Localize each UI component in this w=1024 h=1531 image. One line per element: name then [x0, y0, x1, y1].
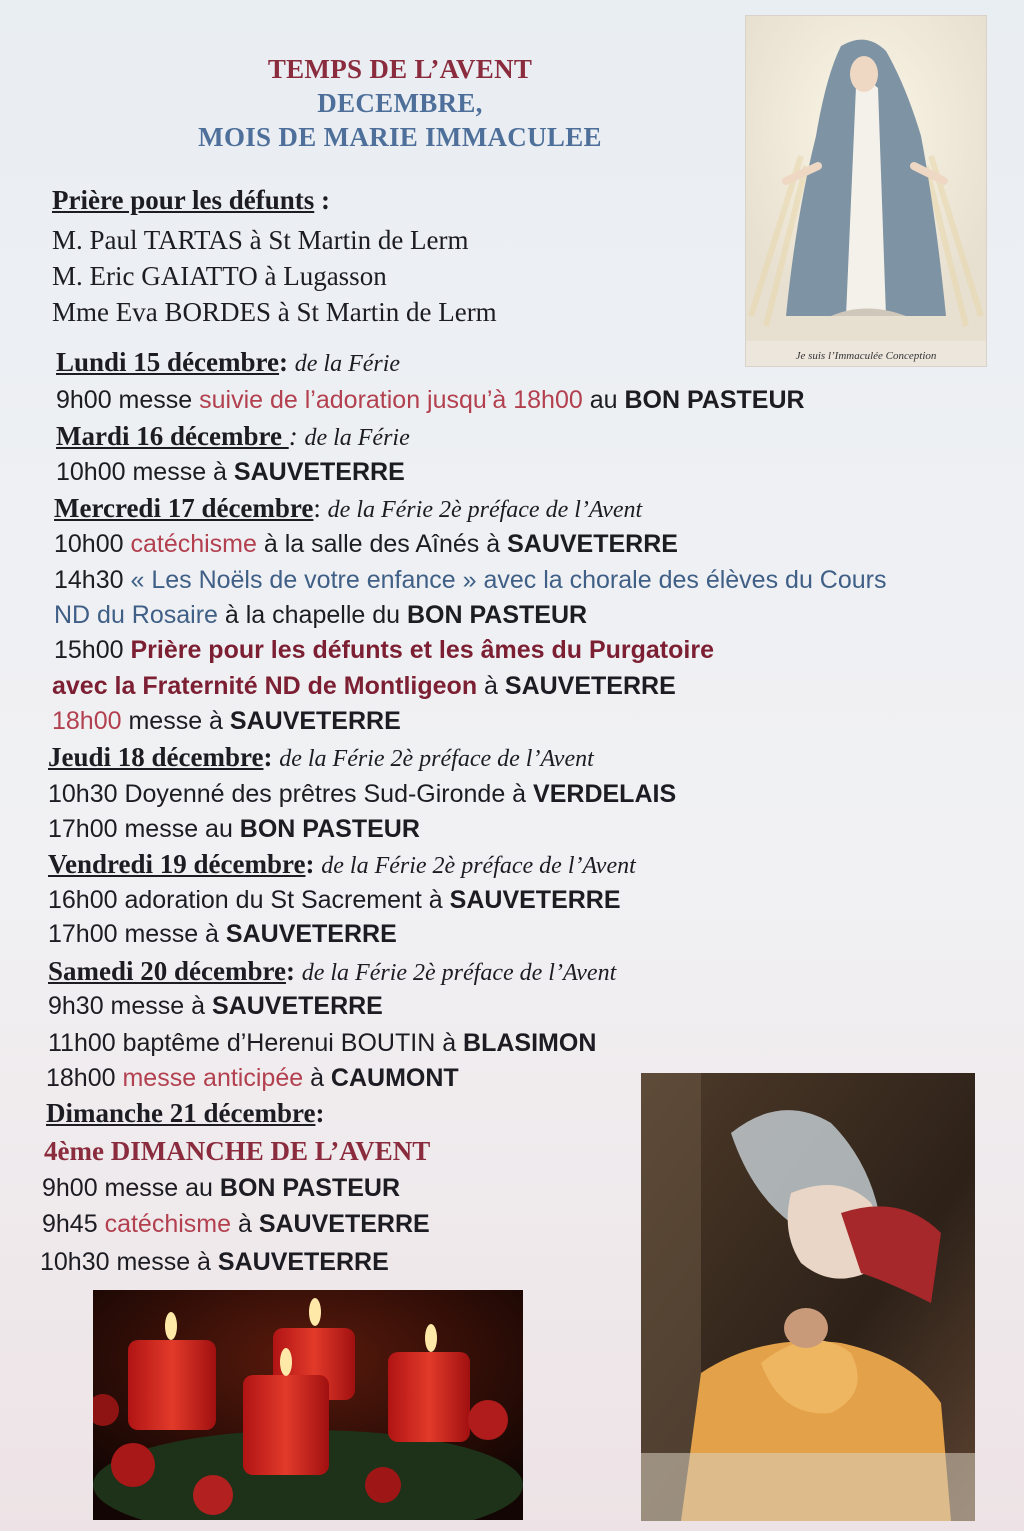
- text: 9h30 messe à: [48, 992, 212, 1020]
- vendredi-sep: :: [305, 849, 322, 879]
- text: 9h00 messe au: [42, 1174, 220, 1202]
- text-highlight: 18h00: [52, 707, 122, 735]
- vendredi-desc: de la Férie 2è préface de l’Avent: [321, 853, 636, 879]
- text: 10h00 messe à: [56, 458, 234, 486]
- text: à la chapelle du: [217, 601, 407, 629]
- jeudi-event-2: [48, 813, 420, 845]
- text: messe à: [121, 707, 230, 735]
- text: 10h00: [54, 530, 131, 558]
- dimanche-date: Dimanche 21 décembre: [46, 1098, 316, 1128]
- place: SAUVETERRE: [504, 672, 676, 700]
- mercredi-event-1: [54, 528, 678, 560]
- vendredi-date: Vendredi 19 décembre: [48, 849, 306, 879]
- mercredi-event-2-cont: [54, 599, 587, 631]
- image-immaculee-conception: [745, 15, 987, 367]
- dimanche-sep: :: [315, 1098, 325, 1128]
- text: 10h30 Doyenné des prêtres Sud-Gironde à: [48, 780, 534, 808]
- virgin-mary-illustration: [746, 16, 986, 341]
- defunts-heading-colon: :: [314, 185, 330, 215]
- mercredi-event-2: [54, 564, 886, 596]
- place: SAUVETERRE: [258, 1210, 430, 1238]
- lundi-desc: de la Férie: [294, 351, 401, 377]
- mercredi-event-3-cont: [52, 670, 676, 702]
- lundi-sep: :: [279, 347, 295, 377]
- text: 17h00 messe au: [48, 815, 240, 843]
- day-jeudi: [48, 741, 594, 775]
- day-vendredi: [48, 848, 636, 882]
- place: VERDELAIS: [533, 780, 677, 808]
- day-mercredi: [54, 492, 642, 526]
- title-temps-avent: TEMPS DE L’AVENT: [267, 54, 533, 84]
- text: 18h00: [46, 1064, 123, 1092]
- text: 10h30 messe à: [40, 1248, 218, 1276]
- dimanche-title: 4ème DIMANCHE DE L’AVENT: [44, 1136, 431, 1166]
- mardi-date: Mardi 16 décembre: [56, 421, 289, 451]
- mercredi-desc: de la Férie 2è préface de l’Avent: [327, 497, 643, 523]
- samedi-event-1: [48, 990, 383, 1022]
- text-highlight: catéchisme: [130, 530, 257, 558]
- text: 9h00 messe: [56, 386, 200, 414]
- dimanche-event-2: [42, 1208, 430, 1240]
- jeudi-sep: :: [263, 742, 280, 772]
- day-lundi: [56, 346, 400, 380]
- samedi-event-2: [48, 1027, 596, 1059]
- text-highlight: messe anticipée: [122, 1064, 304, 1092]
- text: 15h00: [54, 636, 131, 664]
- title-decembre: DECEMBRE,: [317, 88, 483, 118]
- image-painting-angel: [641, 1073, 975, 1521]
- text: 9h45: [42, 1210, 105, 1238]
- text-highlight: ND du Rosaire: [54, 601, 218, 629]
- text: à: [231, 1210, 259, 1238]
- marie-caption: Je suis l’Immaculée Conception: [795, 350, 937, 362]
- mercredi-date: Mercredi 17 décembre: [54, 493, 314, 523]
- samedi-event-3: [46, 1062, 459, 1094]
- place: SAUVETERRE: [449, 886, 621, 914]
- lundi-event-1: [56, 384, 805, 416]
- place: SAUVETERRE: [212, 992, 383, 1020]
- day-dimanche: [46, 1097, 324, 1129]
- text: au: [582, 386, 625, 414]
- vendredi-event-1: [48, 884, 621, 916]
- place: BON PASTEUR: [239, 815, 420, 843]
- place: BON PASTEUR: [219, 1174, 401, 1202]
- text-highlight: « Les Noëls de votre enfance » avec la chorale des élèves du Cours: [130, 566, 887, 594]
- place: SAUVETERRE: [233, 458, 405, 486]
- text: à la salle des Aînés à: [256, 530, 508, 558]
- text: 16h00 adoration du St Sacrement à: [48, 886, 450, 914]
- day-mardi: [56, 420, 410, 454]
- defunt-3: Mme Eva BORDES à St Martin de Lerm: [52, 297, 497, 327]
- defunt-1: M. Paul TARTAS à St Martin de Lerm: [52, 225, 469, 255]
- text: à: [477, 672, 505, 700]
- defunt-2: M. Eric GAIATTO à Lugasson: [52, 261, 387, 291]
- painting-angel-joseph: [641, 1073, 975, 1521]
- defunts-heading-text: Prière pour les défunts: [52, 185, 315, 215]
- mercredi-sep: :: [313, 493, 328, 523]
- place: SAUVETERRE: [507, 530, 678, 558]
- mardi-desc: de la Férie: [304, 425, 410, 451]
- day-samedi: [48, 955, 616, 989]
- mercredi-event-3: [54, 634, 714, 666]
- dimanche-event-1: [42, 1172, 400, 1204]
- jeudi-date: Jeudi 18 décembre: [48, 742, 264, 772]
- place: BON PASTEUR: [406, 601, 588, 629]
- place: SAUVETERRE: [217, 1248, 389, 1276]
- jeudi-event-1: [48, 778, 676, 810]
- samedi-desc: de la Férie 2è préface de l’Avent: [301, 960, 617, 986]
- text: 14h30: [54, 566, 131, 594]
- place: CAUMONT: [330, 1064, 459, 1092]
- place: BLASIMON: [463, 1029, 597, 1057]
- place: BON PASTEUR: [624, 386, 805, 414]
- place: SAUVETERRE: [229, 707, 401, 735]
- text: 11h00 baptême d’Herenui BOUTIN à: [48, 1029, 464, 1057]
- text-highlight: Prière pour les défunts et les âmes du Purgatoire: [130, 636, 714, 664]
- text-highlight: catéchisme: [104, 1210, 232, 1238]
- lundi-date: Lundi 15 décembre: [56, 347, 280, 377]
- advent-candles-illustration: [93, 1290, 523, 1520]
- text-highlight: suivie de l’adoration jusqu’à 18h00: [199, 386, 583, 414]
- vendredi-event-2: [48, 918, 397, 950]
- samedi-sep: :: [285, 956, 302, 986]
- text-highlight: avec la Fraternité ND de Montligeon: [52, 672, 478, 700]
- mercredi-event-4: [52, 705, 401, 737]
- jeudi-desc: de la Férie 2è préface de l’Avent: [279, 746, 594, 772]
- samedi-date: Samedi 20 décembre: [48, 956, 286, 986]
- defunts-heading: [52, 184, 330, 216]
- text: à: [303, 1064, 331, 1092]
- place: SAUVETERRE: [225, 920, 397, 948]
- dimanche-event-3: [40, 1246, 389, 1278]
- text: 17h00 messe à: [48, 920, 226, 948]
- mardi-sep: :: [288, 421, 305, 451]
- mardi-event-1: [56, 456, 405, 488]
- image-advent-candles: [93, 1290, 523, 1520]
- title-mois-marie: MOIS DE MARIE IMMACULEE: [198, 122, 602, 152]
